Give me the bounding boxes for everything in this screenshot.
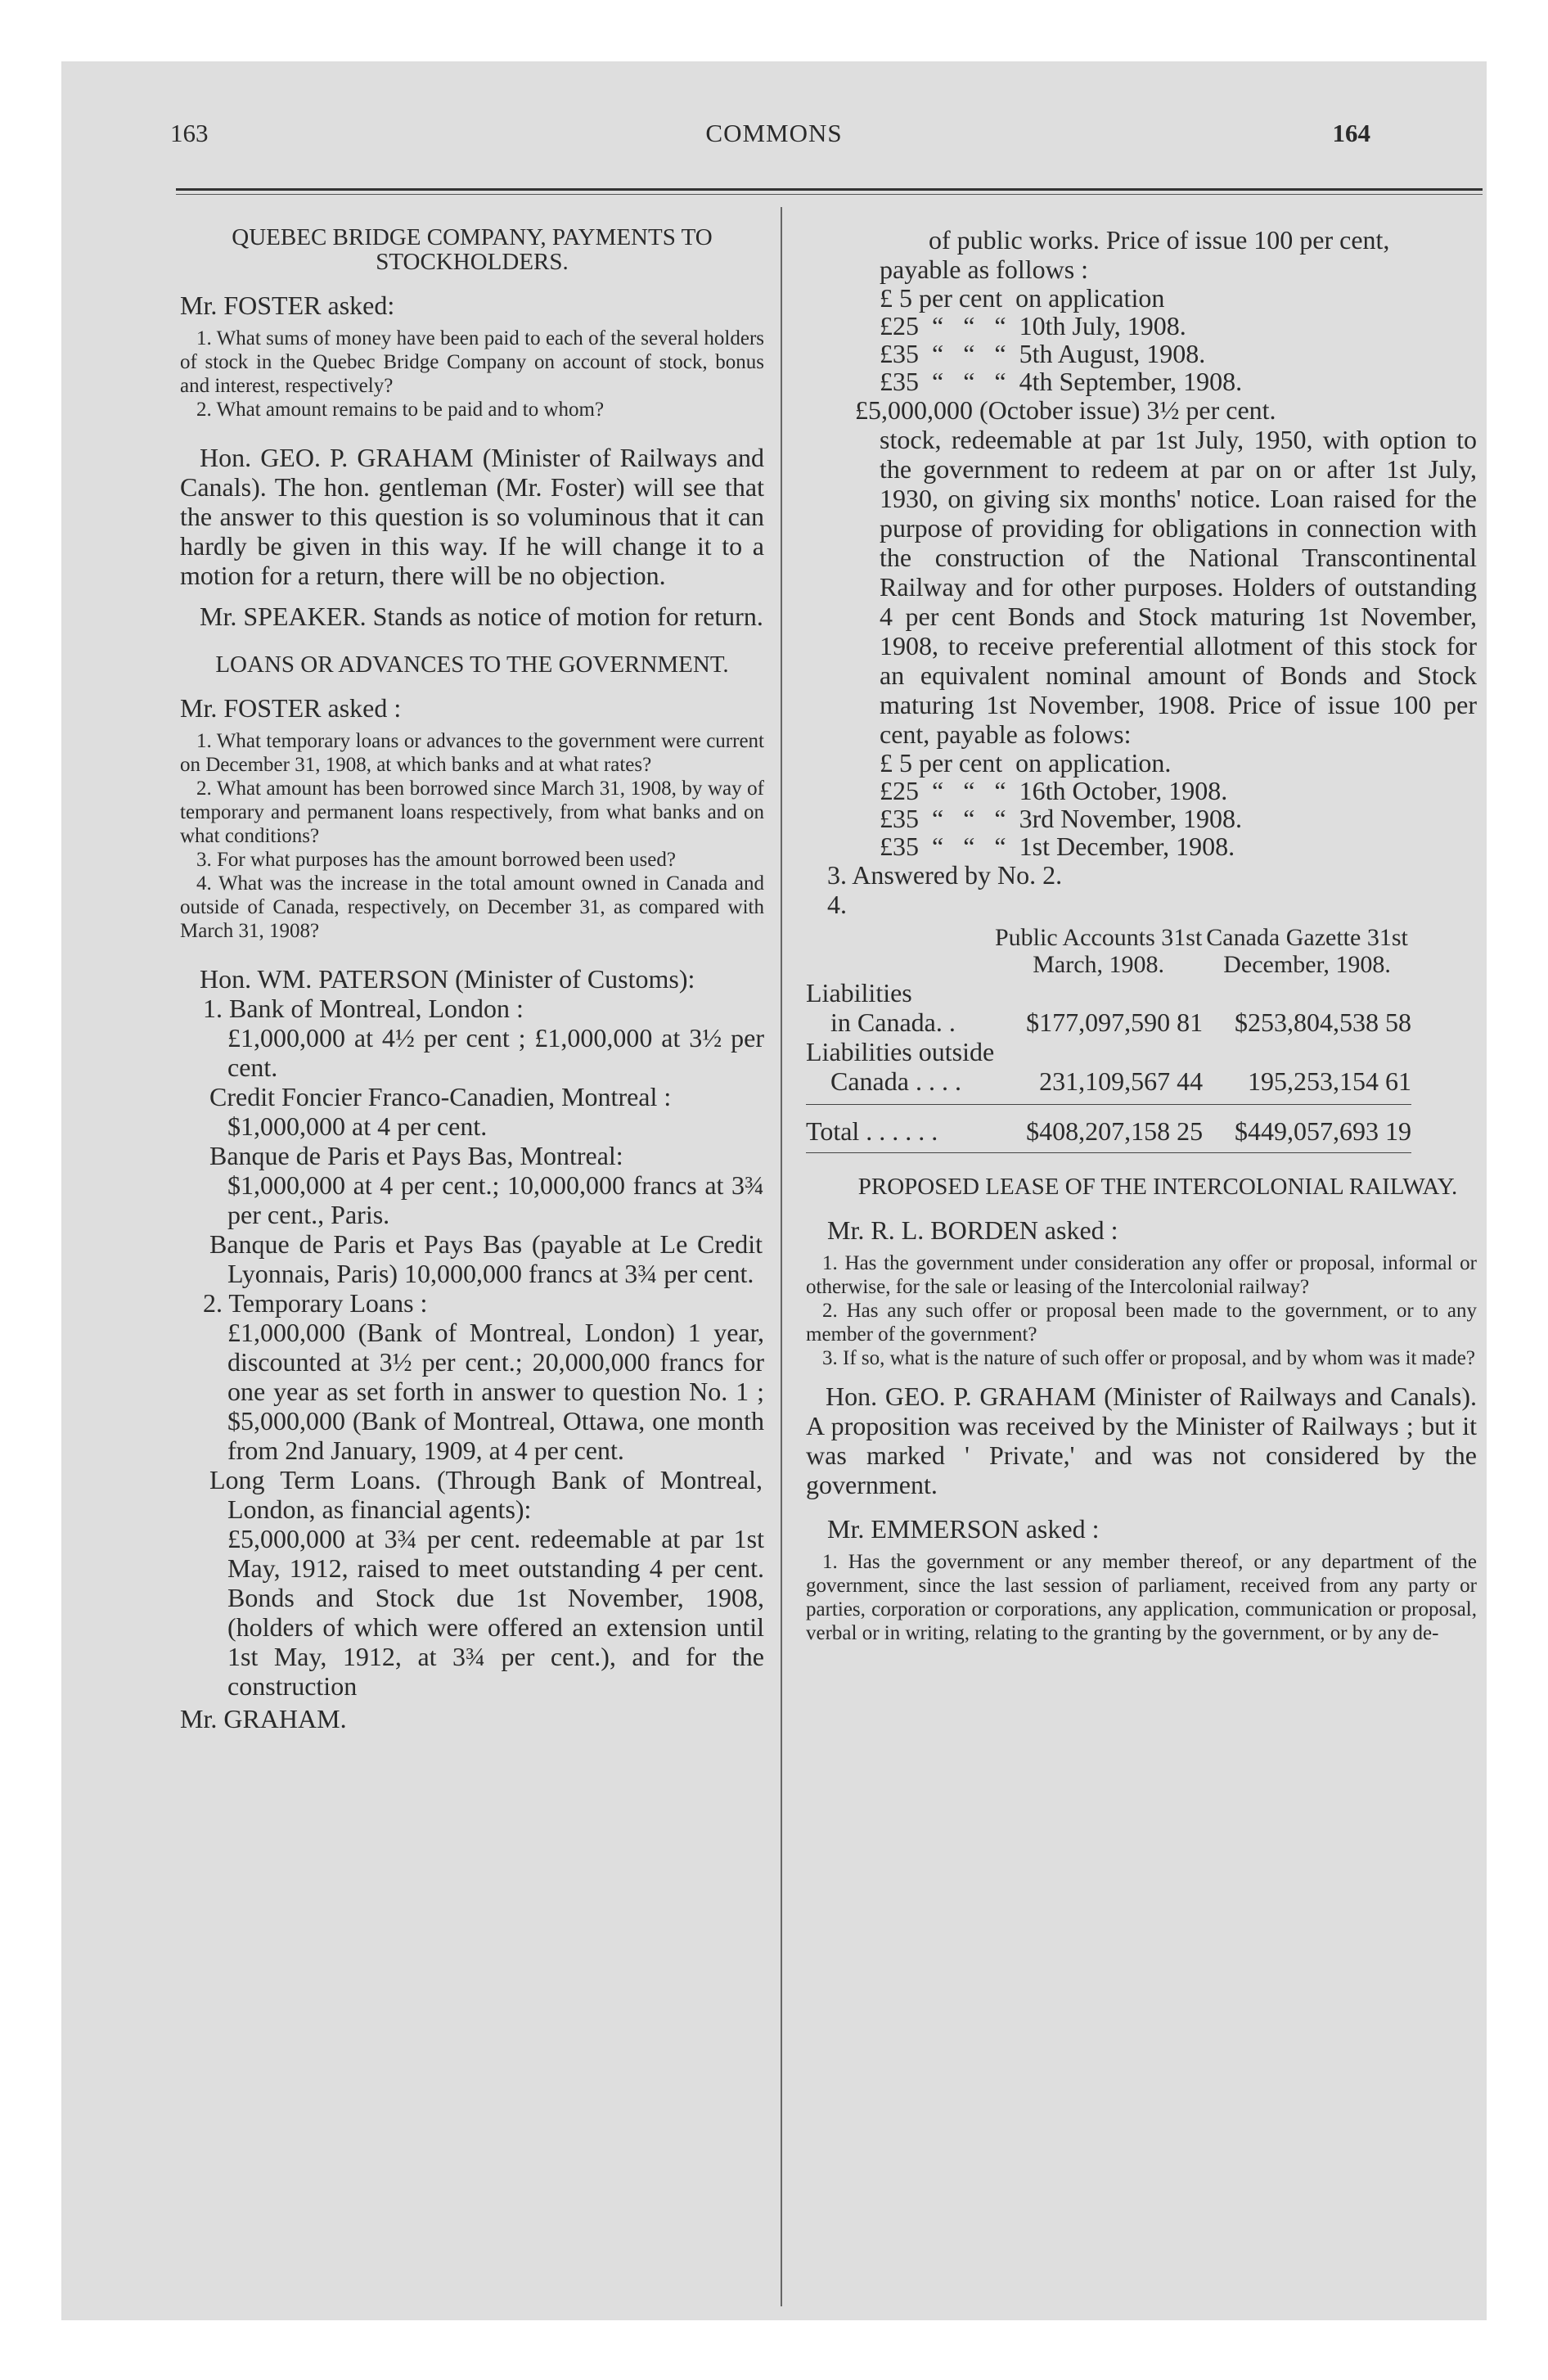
header-rule-thin [176, 194, 1483, 195]
section-heading-quebec-bridge: QUEBEC BRIDGE COMPANY, PAYMENTS TO STOCKHOLDERS. [232, 224, 713, 275]
payment-row: £35 “ “ “ 5th August, 1908. [880, 339, 1206, 368]
question-4-1: 1. Has the government or any member thereof, or any department of the government, since the last session of parliament, received from any party or parties, corporation or corporations, any application, communication or proposal, verbal or in writing, relating to the granting by the government, or by any de- [806, 1551, 1477, 1644]
asker-foster-2: Mr. FOSTER asked : [180, 693, 402, 723]
row-label: Liabilities outside [806, 1037, 995, 1066]
long-term-loans: Long Term Loans. (Through Bank of Montreal, London, as financial agents): [209, 1465, 763, 1524]
continued-text: of public works. Price of issue 100 per cent, payable as follows : [880, 225, 1390, 284]
section-heading-loans: LOANS OR ADVANCES TO THE GOVERNMENT. [215, 651, 729, 678]
question-2-2: 2. What amount has been borrowed since March 31, 1908, by way of temporary and permanent loans respectively, from what banks and on what conditions? [180, 778, 764, 847]
october-issue-text: stock, redeemable at par 1st July, 1950, with option to the government to redeem at par on or after 1st July, 1930, on giving six months' notice. Loan raised for the purpose of providing for obligations in connection with the construction of the National Transcontinental Railway and for other purposes. Holders of outstanding 4 per cent Bonds and Stock maturing 1st November, 1908, to receive preferential allotment of this stock for an equivalent nominal amount of Bonds and Stock maturing 1st November, 1908. Price of issue 100 per cent, payable as folows: [880, 425, 1477, 749]
answer-item-2: 2. Temporary Loans : [203, 1288, 428, 1318]
table-col-canada-gazette: Canada Gazette 31st December, 1908. [1206, 924, 1408, 978]
question-3-3: 3. If so, what is the nature of such offer or proposal, and by whom was it made? [822, 1347, 1475, 1369]
payment-row: £35 “ “ “ 1st December, 1908. [880, 832, 1235, 861]
left-column [180, 225, 764, 1733]
question-2-4: 4. What was the increase in the total amount owned in Canada and outside of Canada, respectively, on December 31, as compared with March 31, 1908? [180, 872, 764, 942]
page-number-right: 164 [1332, 119, 1370, 147]
question-2-1: 1. What temporary loans or advances to the government were current on December 31, 1908, at which banks and at what rates? [180, 730, 764, 776]
table-row [806, 978, 1411, 1007]
long-term-loans-text: £5,000,000 at 3¾ per cent. redeemable at par 1st May, 1912, raised to meet outstanding 4 per cent. Bonds and Stock due 1st November, 1908, (holders of which were offered an extension until 1st May, 1912, at 3¾ per cent.), and for the construction [227, 1524, 764, 1701]
page-header [61, 119, 1487, 160]
payment-row: £25 “ “ “ 16th October, 1908. [880, 776, 1228, 805]
question-2-3: 3. For what purposes has the amount borrowed been used? [196, 849, 676, 871]
table-row [806, 1037, 1411, 1066]
payment-schedule-1 [806, 284, 1477, 395]
liabilities-table [806, 924, 1411, 1153]
total-label: Total . . . . . . [806, 1116, 938, 1146]
answer-item-1: 1. Bank of Montreal, London : [203, 994, 524, 1023]
table-row [806, 1007, 1411, 1037]
question-1-1: 1. What sums of money have been paid to each of the several holders of stock in the Quebec Bridge Company on account of stock, bonus and interest, respectively? [180, 327, 764, 397]
page-number-left: 163 [170, 119, 209, 147]
speaker-remark: Mr. SPEAKER. Stands as notice of motion for return. [200, 602, 763, 631]
question-3-1: 1. Has the government under consideration any offer or proposal, informal or otherwise, for the sale or leasing of the Intercolonial railway? [806, 1252, 1477, 1298]
banque-paris-1-text: $1,000,000 at 4 per cent.; 10,000,000 francs at 3¾ per cent., Paris. [227, 1170, 764, 1229]
section-heading-intercolonial: PROPOSED LEASE OF THE INTERCOLONIAL RAILWAY. [857, 1174, 1458, 1200]
cell-value: 195,253,154 61 [1248, 1066, 1411, 1096]
asker-emmerson: Mr. EMMERSON asked : [827, 1514, 1100, 1544]
table-row [806, 1066, 1411, 1096]
banque-paris-1: Banque de Paris et Pays Bas, Montreal: [209, 1141, 623, 1170]
header-rule-thick [176, 188, 1483, 191]
credit-foncier: Credit Foncier Franco-Canadien, Montreal : [209, 1082, 672, 1111]
asker-borden: Mr. R. L. BORDEN asked : [827, 1215, 1118, 1245]
total-value: $408,207,158 25 [1026, 1116, 1204, 1146]
payment-row: £25 “ “ “ 10th July, 1908. [880, 311, 1186, 340]
question-3-2: 2. Has any such offer or proposal been made to the government, or to any member of the government? [806, 1300, 1477, 1346]
payment-row: £35 “ “ “ 3rd November, 1908. [880, 804, 1243, 833]
payment-row: £35 “ “ “ 4th September, 1908. [880, 367, 1243, 396]
answer-4: 4. [827, 890, 847, 919]
table-col-public-accounts: Public Accounts 31st March, 1908. [994, 924, 1203, 978]
answer-graham: Hon. GEO. P. GRAHAM (Minister of Railways and Canals). The hon. gentleman (Mr. Foster) will see that the answer to this question is so voluminous that it can hardly be given in this way. If he will change it to a motion for a return, there will be no objection. [180, 443, 764, 590]
running-title: COMMONS [705, 119, 843, 147]
row-label: Canada . . . . [830, 1066, 961, 1096]
cell-value: 231,109,567 44 [1039, 1066, 1204, 1096]
asker-foster: Mr. FOSTER asked: [180, 291, 395, 320]
row-label: Liabilities [806, 978, 912, 1007]
payment-row: £ 5 per cent on application [880, 283, 1165, 313]
credit-foncier-text: $1,000,000 at 4 per cent. [227, 1111, 488, 1141]
row-label: in Canada. . [830, 1007, 956, 1037]
footer-speaker: Mr. GRAHAM. [180, 1704, 347, 1733]
payment-schedule-2 [806, 749, 1477, 860]
payment-row: £ 5 per cent on application. [880, 748, 1172, 778]
banque-paris-2: Banque de Paris et Pays Bas (payable at Le Credit Lyonnais, Paris) 10,000,000 francs at 3¾ per cent. [209, 1229, 763, 1288]
table-total-row [806, 1105, 1411, 1147]
column-divider [781, 207, 782, 2306]
answer-paterson: Hon. WM. PATERSON (Minister of Customs): [200, 964, 695, 994]
answer-item-2-text: £1,000,000 (Bank of Montreal, London) 1 year, discounted at 3½ per cent.; 20,000,000 francs for one year as set forth in answer to question No. 1 ; $5,000,000 (Bank of Montreal, Ottawa, one month from 2nd January, 1909, at 4 per cent. [227, 1318, 764, 1465]
cell-value: $177,097,590 81 [1026, 1007, 1204, 1037]
answer-graham-2: Hon. GEO. P. GRAHAM (Minister of Railways and Canals). A proposition was received by the Minister of Railways ; but it was marked ' Private,' and was not considered by the government. [806, 1382, 1477, 1499]
total-value: $449,057,693 19 [1235, 1116, 1411, 1146]
question-1-2: 2. What amount remains to be paid and to whom? [196, 399, 605, 421]
page-scan [61, 61, 1487, 2320]
answer-item-1-text: £1,000,000 at 4½ per cent ; £1,000,000 at 3½ per cent. [227, 1023, 764, 1082]
answer-3: 3. Answered by No. 2. [827, 860, 1063, 890]
cell-value: $253,804,538 58 [1235, 1007, 1411, 1037]
right-column [806, 225, 1477, 1645]
october-issue: £5,000,000 (October issue) 3½ per cent. [855, 395, 1276, 425]
